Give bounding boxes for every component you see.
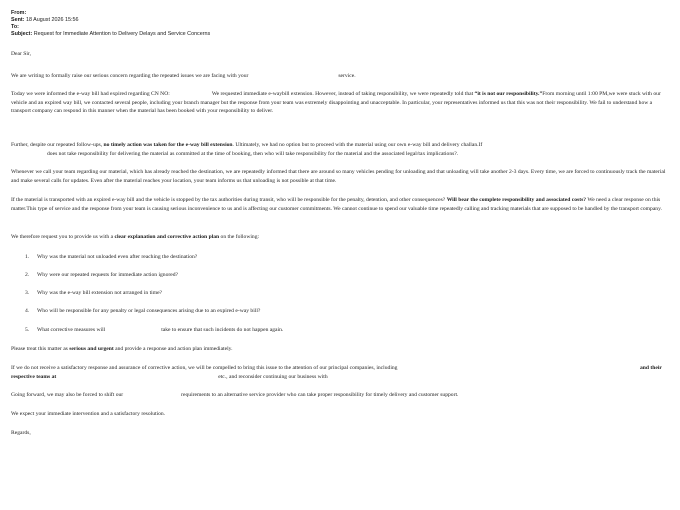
from-label: From: xyxy=(11,10,27,16)
shift-paragraph xyxy=(11,391,458,400)
question-number: 4. xyxy=(25,308,30,314)
para6-text-a: Going forward, we may also be forced to shift our xyxy=(11,392,124,398)
para2-text-a: Further, despite our repeated follow-ups, xyxy=(11,142,104,148)
question-item xyxy=(25,307,260,315)
para5-text-a: If we do not receive a satisfactory response and assurance of corrective action, we will be compelled to bring this issue to the attention of our principal companies, including xyxy=(11,365,398,371)
para5-text-d: etc., and reconsider continuing our business with xyxy=(218,374,328,380)
para1-text-d: From morning until 1:00 PM,we were stuck with our vehicle and an expired way bill, we contacted several people, including your branch manager but the response from your team was extremely disappointing and unacceptable. In particular, your representatives informed us that this was not their responsibility. We fail to understand how a transport company can respond in this manner when the material has been booked with your responsibility to deliver. xyxy=(11,91,661,115)
intro-text: We are writing to formally raise our serious concern regarding the repeated issues we are facing with your xyxy=(11,73,249,79)
para1-text-a: Today we were informed the e-way bill had expired regarding CN NO: xyxy=(11,91,170,97)
para2-text-c: . Ultimately, we had no option but to proceed with the material using our own e-way bill and delivery challan.If xyxy=(232,142,483,148)
sent-value: 18 August 2026 15:56 xyxy=(25,17,79,23)
para2-emphasis: no timely action was taken for the e-way bill extension xyxy=(103,142,233,148)
para4-emphasis: Will bear the complete responsibility and associated costs? xyxy=(446,197,587,203)
paragraph-follow-ups xyxy=(11,141,671,158)
question-number: 1. xyxy=(25,254,30,260)
question-number: 5. xyxy=(25,327,30,333)
expectation-line: We expect your immediate intervention and a satisfactory resolution. xyxy=(11,411,166,417)
question-text: Why were our repeated requests for immediate action ignored? xyxy=(37,272,179,278)
paragraph-penalty xyxy=(11,196,671,213)
request-paragraph xyxy=(11,233,259,242)
para1-text-b: We requested immediate e-waybill extension. However, instead of taking responsibility, we were repeatedly told that xyxy=(211,91,475,97)
question-item xyxy=(25,326,283,334)
para5-emphasis-teams: respective teams at xyxy=(11,374,57,380)
request-text-a: We therefore request you to provide us with a xyxy=(11,234,115,240)
escalation-line-2 xyxy=(11,373,328,382)
paragraph-eway-expired xyxy=(11,90,671,116)
urgency-paragraph xyxy=(11,345,232,354)
from-line xyxy=(11,10,26,17)
question-item xyxy=(25,253,197,261)
question-text: Why was the material not unloaded even after reaching the destination? xyxy=(37,254,198,260)
treat-text-c: and provide a response and action plan immediately. xyxy=(113,346,233,352)
to-line xyxy=(11,24,19,31)
para4-text-c: We need a clear response on this matter.This type of service and the response from your team is causing serious inconvenience to us and is affecting our customer commitments. We cannot continue to spend our valuable time repeatedly calling and tracking materials that are supposed to be handled by the transport company. xyxy=(11,197,662,212)
question-text-a: What corrective measures will xyxy=(37,327,106,333)
para1-emphasis: “it is not our responsibility.” xyxy=(474,91,543,97)
treat-text-a: Please treat this matter as xyxy=(11,346,70,352)
paragraph-unloading: Whenever we call your team regarding our material, which has already reached the destination, we are repeatedly informed that there are around so many vehicles pending for unloading and that unloading will take another 2-3 days. Every time, we are forced to continuously track the material and make several calls for updates. Even after the material reaches your location, your team informs us that unloading is not possible at that time. xyxy=(11,169,666,184)
escalation-and-their xyxy=(640,364,662,373)
question-text: Why was the e-way bill extension not arranged in time? xyxy=(37,290,163,296)
para6-text-b: requirements to an alternative service provider who can take proper responsibility for timely delivery and customer support. xyxy=(181,392,459,398)
para4-text-a: If the material is transported with an expired e-way bill and the vehicle is stopped by the tax authorities during transit, who will be responsible for the penalty, detention, and other consequences? xyxy=(11,197,446,203)
question-number: 3. xyxy=(25,290,30,296)
intro-service: service. xyxy=(338,73,356,79)
subject-line xyxy=(11,31,210,38)
treat-emphasis: serious and urgent xyxy=(69,346,114,352)
to-label: To: xyxy=(11,24,19,30)
closing: Regards, xyxy=(11,430,31,436)
question-text-b: take to ensure that such incidents do not happen again. xyxy=(161,327,284,333)
sent-label: Sent: xyxy=(11,17,25,23)
para5-emphasis-and-their: and their xyxy=(640,365,662,371)
question-item xyxy=(25,271,178,279)
request-emphasis: clear explanation and corrective action plan xyxy=(114,234,220,240)
escalation-line-1 xyxy=(11,364,397,373)
subject-value: Request for Immediate Attention to Delivery Delays and Service Concerns xyxy=(33,31,211,37)
subject-label: Subject: xyxy=(11,31,33,37)
greeting: Dear Sir, xyxy=(11,51,31,57)
question-text: Who will be responsible for any penalty or legal consequences arising due to an expired e-way bill? xyxy=(37,308,261,314)
question-item xyxy=(25,289,162,297)
intro-paragraph xyxy=(11,72,356,81)
request-text-c: on the following: xyxy=(219,234,260,240)
question-number: 2. xyxy=(25,272,30,278)
sent-line xyxy=(11,17,78,24)
para2-text-d: does not take responsibility for delivering the material as committed at the time of booking, then who will take responsibility for the material and the associated legal/tax implications?. xyxy=(47,150,459,157)
